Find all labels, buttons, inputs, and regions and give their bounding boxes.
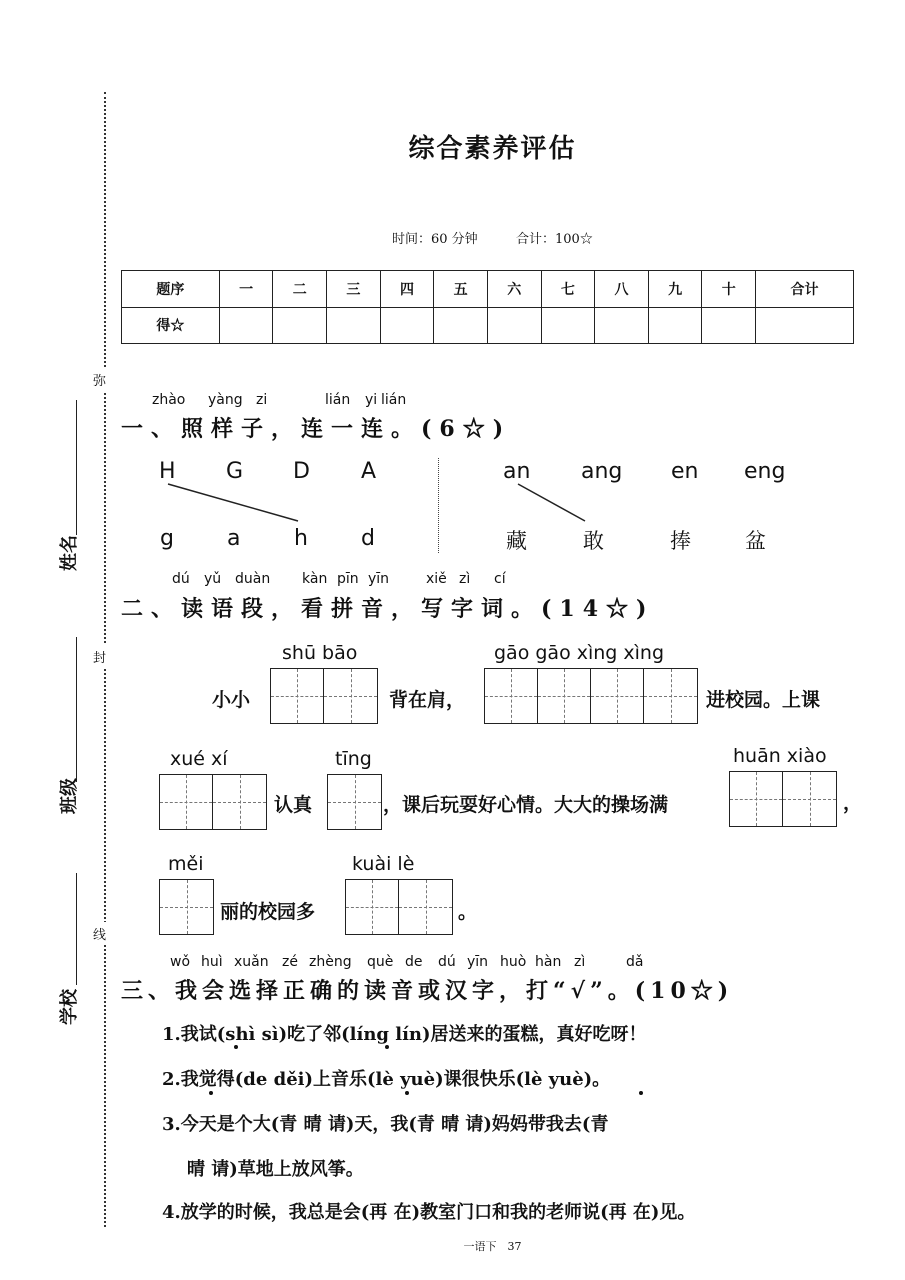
answer-cell[interactable] (160, 880, 213, 934)
q2-text: 小小 (212, 689, 251, 711)
q2-pinyin: yǔ (204, 571, 222, 587)
answer-cell[interactable] (783, 772, 836, 826)
score-header-cell: 七 (541, 271, 595, 308)
answer-cell[interactable] (730, 772, 783, 826)
answer-box[interactable] (729, 771, 837, 827)
page-title: 综合素养评估 (408, 134, 577, 164)
q1-pinyin: yi (365, 392, 378, 408)
q2-text: 进校园。上课 (706, 689, 821, 711)
q1-final[interactable]: ang (581, 459, 623, 484)
q1-final[interactable]: eng (744, 459, 786, 484)
answer-box[interactable] (345, 879, 453, 935)
q2-box-pinyin: huān xiào (733, 745, 827, 767)
score-header-cell: 九 (648, 271, 702, 308)
score-header-cell: 题序 (122, 271, 220, 308)
q1-upper-letter[interactable]: H (159, 459, 176, 484)
q3-pinyin: xuǎn (234, 954, 269, 970)
q1-char[interactable]: 藏 (506, 529, 527, 553)
q2-text: ，课后玩耍好心情。大大的操场满 (383, 794, 669, 816)
q3-pinyin: dú (438, 954, 456, 970)
q3-pinyin: yīn (467, 954, 489, 970)
q2-title: 二、读语段，看拼音，写字词。(14☆) (121, 596, 655, 622)
class-label: 班级 (59, 778, 80, 814)
answer-cell[interactable] (346, 880, 399, 934)
q1-pinyin: zhào (152, 392, 186, 408)
score-header-cell: 四 (380, 271, 434, 308)
q2-pinyin: cí (494, 571, 506, 587)
answer-box[interactable] (270, 668, 378, 724)
q2-pinyin: yīn (368, 571, 390, 587)
school-write-line[interactable] (76, 873, 77, 985)
q1-final[interactable]: an (503, 459, 531, 484)
q3-pinyin: hàn (535, 954, 562, 970)
score-header-cell: 十 (702, 271, 756, 308)
q1-upper-letter[interactable]: D (293, 459, 310, 484)
seal-char-xian: 线 (93, 922, 106, 945)
answer-cell[interactable] (591, 669, 644, 723)
q3-item[interactable]: 晴 请)草地上放风筝。 (187, 1159, 364, 1180)
q1-char[interactable]: 敢 (583, 529, 604, 553)
q1-char[interactable]: 捧 (670, 529, 691, 553)
example-line-an-gan (518, 484, 585, 521)
q2-text: ， (843, 792, 863, 814)
score-header-cell: 合计 (756, 271, 854, 308)
emphasis-dot (209, 1091, 213, 1095)
answer-cell[interactable] (485, 669, 538, 723)
q2-box-pinyin: gāo gāo xìng xìng (494, 642, 665, 664)
q1-upper-letter[interactable]: G (226, 459, 244, 484)
emphasis-dot (639, 1091, 643, 1095)
q2-text: 认真 (274, 794, 313, 816)
q2-box-pinyin: měi (168, 853, 204, 875)
q1-lower-letter[interactable]: a (227, 526, 241, 551)
answer-box[interactable] (159, 879, 214, 935)
answer-cell[interactable] (399, 880, 452, 934)
time-limit: 时间：60 分钟 (392, 232, 478, 247)
q2-pinyin: pīn (337, 571, 359, 587)
school-label: 学校 (59, 989, 80, 1025)
answer-box[interactable] (159, 774, 267, 830)
score-header-cell: 六 (487, 271, 541, 308)
q3-pinyin: dǎ (626, 954, 644, 970)
seal-char-feng: 封 (93, 645, 106, 668)
q3-pinyin: huì (201, 954, 223, 970)
answer-cell[interactable] (644, 669, 697, 723)
score-header-cell: 二 (273, 271, 327, 308)
q2-pinyin: kàn (302, 571, 328, 587)
q3-pinyin: zhèng (309, 954, 352, 970)
q2-pinyin: zì (459, 571, 471, 587)
total-score: 合计：100☆ (516, 232, 593, 247)
answer-box[interactable] (484, 668, 698, 724)
q2-text: 背在肩， (389, 689, 466, 711)
q1-lower-letter[interactable]: d (361, 526, 375, 551)
score-header-cell: 八 (595, 271, 649, 308)
q3-pinyin: zì (574, 954, 586, 970)
q2-text: 丽的校园多 (220, 901, 316, 923)
q1-pinyin: lián (381, 392, 407, 408)
q1-lower-letter[interactable]: g (160, 526, 174, 551)
q2-pinyin: dú (172, 571, 190, 587)
emphasis-dot (385, 1045, 389, 1049)
q3-item[interactable]: 3.今天是个大(青 晴 请)天，我(青 晴 请)妈妈带我去(青 (162, 1114, 609, 1135)
q1-lower-letter[interactable]: h (294, 526, 308, 551)
q2-box-pinyin: xué xí (170, 748, 228, 770)
q2-box-pinyin: kuài lè (352, 853, 415, 875)
q2-box-pinyin: tīng (335, 748, 372, 770)
answer-cell[interactable] (160, 775, 213, 829)
q2-text: 。 (458, 901, 478, 923)
q1-pinyin: yàng (208, 392, 243, 408)
score-header-cell: 一 (219, 271, 273, 308)
answer-cell[interactable] (328, 775, 381, 829)
score-header-cell: 五 (434, 271, 488, 308)
q3-pinyin: wǒ (170, 954, 191, 970)
q1-title: 一、照样子，连一连。(6☆) (121, 416, 512, 442)
answer-box[interactable] (327, 774, 382, 830)
q2-box-pinyin: shū bāo (282, 642, 358, 664)
answer-cell[interactable] (213, 775, 266, 829)
answer-cell[interactable] (271, 669, 324, 723)
seal-char-mi: 弥 (93, 368, 106, 391)
q3-item[interactable]: 4.放学的时候，我总是会(再 在)教室门口和我的老师说(再 在)见。 (162, 1202, 696, 1223)
q1-char[interactable]: 盆 (745, 529, 766, 553)
q3-pinyin: huò (500, 954, 527, 970)
q3-item[interactable]: 1.我试(shì sì)吃了邻(líng lín)居送来的蛋糕，真好吃呀！ (162, 1024, 647, 1045)
q2-pinyin: xiě (426, 571, 447, 587)
q3-item[interactable]: 2.我觉得(de děi)上音乐(lè yuè)课很快乐(lè yuè)。 (162, 1069, 611, 1090)
score-header-cell: 三 (327, 271, 381, 308)
name-label: 姓名 (59, 535, 80, 571)
q1-pinyin: zi (256, 392, 268, 408)
emphasis-dot (405, 1091, 409, 1095)
score-row-label: 得☆ (122, 307, 220, 344)
class-write-line[interactable] (76, 637, 77, 782)
page-footer: 一语下 37 (463, 1240, 522, 1253)
q3-pinyin: de (405, 954, 423, 970)
q1-pinyin: lián (325, 392, 351, 408)
answer-cell[interactable] (538, 669, 591, 723)
q1-upper-letter[interactable]: A (361, 459, 377, 484)
q1-example-lines (0, 0, 905, 600)
q3-title: 三、我会选择正确的读音或汉字，打“√”。(10☆) (121, 978, 734, 1004)
q3-pinyin: què (367, 954, 394, 970)
q3-pinyin: zé (282, 954, 298, 970)
emphasis-dot (234, 1045, 238, 1049)
q2-pinyin: duàn (235, 571, 271, 587)
answer-cell[interactable] (324, 669, 377, 723)
example-line-H-h (168, 484, 298, 521)
q1-final[interactable]: en (671, 459, 699, 484)
